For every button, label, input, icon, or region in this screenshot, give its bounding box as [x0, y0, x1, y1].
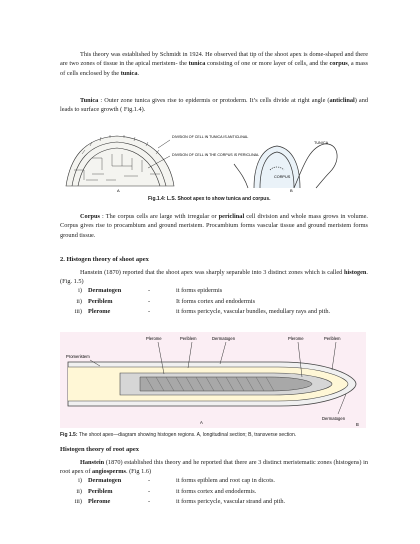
list-item: i) Dermatogen - it forms epiblem and root cap in dicots.	[78, 477, 275, 484]
longitudinal-section-diagram	[68, 362, 356, 406]
section-b-label: B	[356, 422, 359, 427]
diagram-a-label: A	[117, 188, 120, 193]
figure-1-5-caption: Fig 1.5: The shoot apex—diagram showing histogen regions. A, longitudinal section; B, transverse section.	[60, 432, 297, 438]
list-item: iii) Plerome - it forms pericycle, vascular bundles, medullary rays and pith.	[74, 308, 331, 315]
corpus-division-label: DIVISION OF CELL IN THE CORPUS IS PERICLINAL	[172, 153, 260, 157]
root-histogen-list	[60, 476, 368, 508]
periblem-label-a: Periblem	[180, 336, 197, 341]
tunica-label: TUNICA	[314, 141, 329, 145]
hanstein-root-paragraph: Hanstein (1870) established this theory and he reported that there are 3 distinct meristematic zones (histogens) in root apex of angiosperms. (Fig 1.6)	[60, 459, 368, 476]
section-a-label: A	[200, 420, 203, 425]
shoot-histogen-heading: 2. Histogen theory of shoot apex	[60, 256, 149, 263]
dermatogen-label-b: Dermatogen	[322, 416, 346, 421]
root-histogen-heading: Histogen theory of root apex	[60, 446, 139, 453]
diagram-b-label: B	[290, 188, 293, 193]
intro-paragraph: This theory was established by Schmidt in 1924. He observed that tip of the shoot apex is dome-shaped and there are two zones of tissue in the apical meristem- the tunica consisting of one or more layer of cells, and the corpus, a mass of cells enclosed by the tunica.	[60, 51, 368, 77]
dermatogen-label-a: Dermatogen	[212, 336, 236, 341]
figure-1-4-caption: Fig.1.4: L.S. Shoot apex to show tunica and corpus.	[148, 196, 271, 202]
corpus-label: CORPUS	[274, 175, 291, 179]
list-item: ii) Periblem - It forms cortex and endodermis	[76, 297, 256, 305]
corpus-paragraph: Corpus : The corpus cells are large with irregular or periclinal cell division and whole mass grows in volume. Corpus gives rise to procambium and ground meristem. Procambium forms vascular tissue and ground meristem forms ground tissue.	[60, 213, 368, 239]
periblem-label-b: Periblem	[324, 336, 341, 341]
plerome-label-a: Plerome	[146, 336, 162, 341]
hanstein-shoot-paragraph: Hanstein (1870) reported that the shoot apex was sharply separable into 3 distinct zones which is called histogen. (Fig. 1.5)	[60, 269, 368, 286]
plerome-label-b: Plerome	[288, 336, 304, 341]
promeristem-label: Promeristem	[66, 354, 90, 359]
histogen-regions-figure	[60, 332, 366, 428]
list-item: i) Dermatogen - it forms epidermis	[78, 287, 223, 294]
tunica-paragraph: Tunica : Outer zone tunica gives rise to epidermis or protoderm. It’s cells divide at right angle (anticlinal) and leads to surface growth ( Fig.1.4).	[60, 97, 368, 114]
shoot-apex-figure	[62, 130, 362, 194]
list-item: ii) Periblem - it forms cortex and endodermis.	[76, 487, 257, 495]
list-item: iii) Plerome - it forms pericycle, vascular strand and pith.	[74, 498, 286, 505]
label-pointer	[158, 140, 170, 148]
shoot-histogen-list	[60, 286, 368, 318]
tunica-division-label: DIVISION OF CELL IN TUNICA IS ANTICLINAL	[172, 135, 249, 139]
shoot-apex-cells-diagram	[66, 135, 174, 186]
tunica-corpus-schematic	[234, 144, 337, 188]
